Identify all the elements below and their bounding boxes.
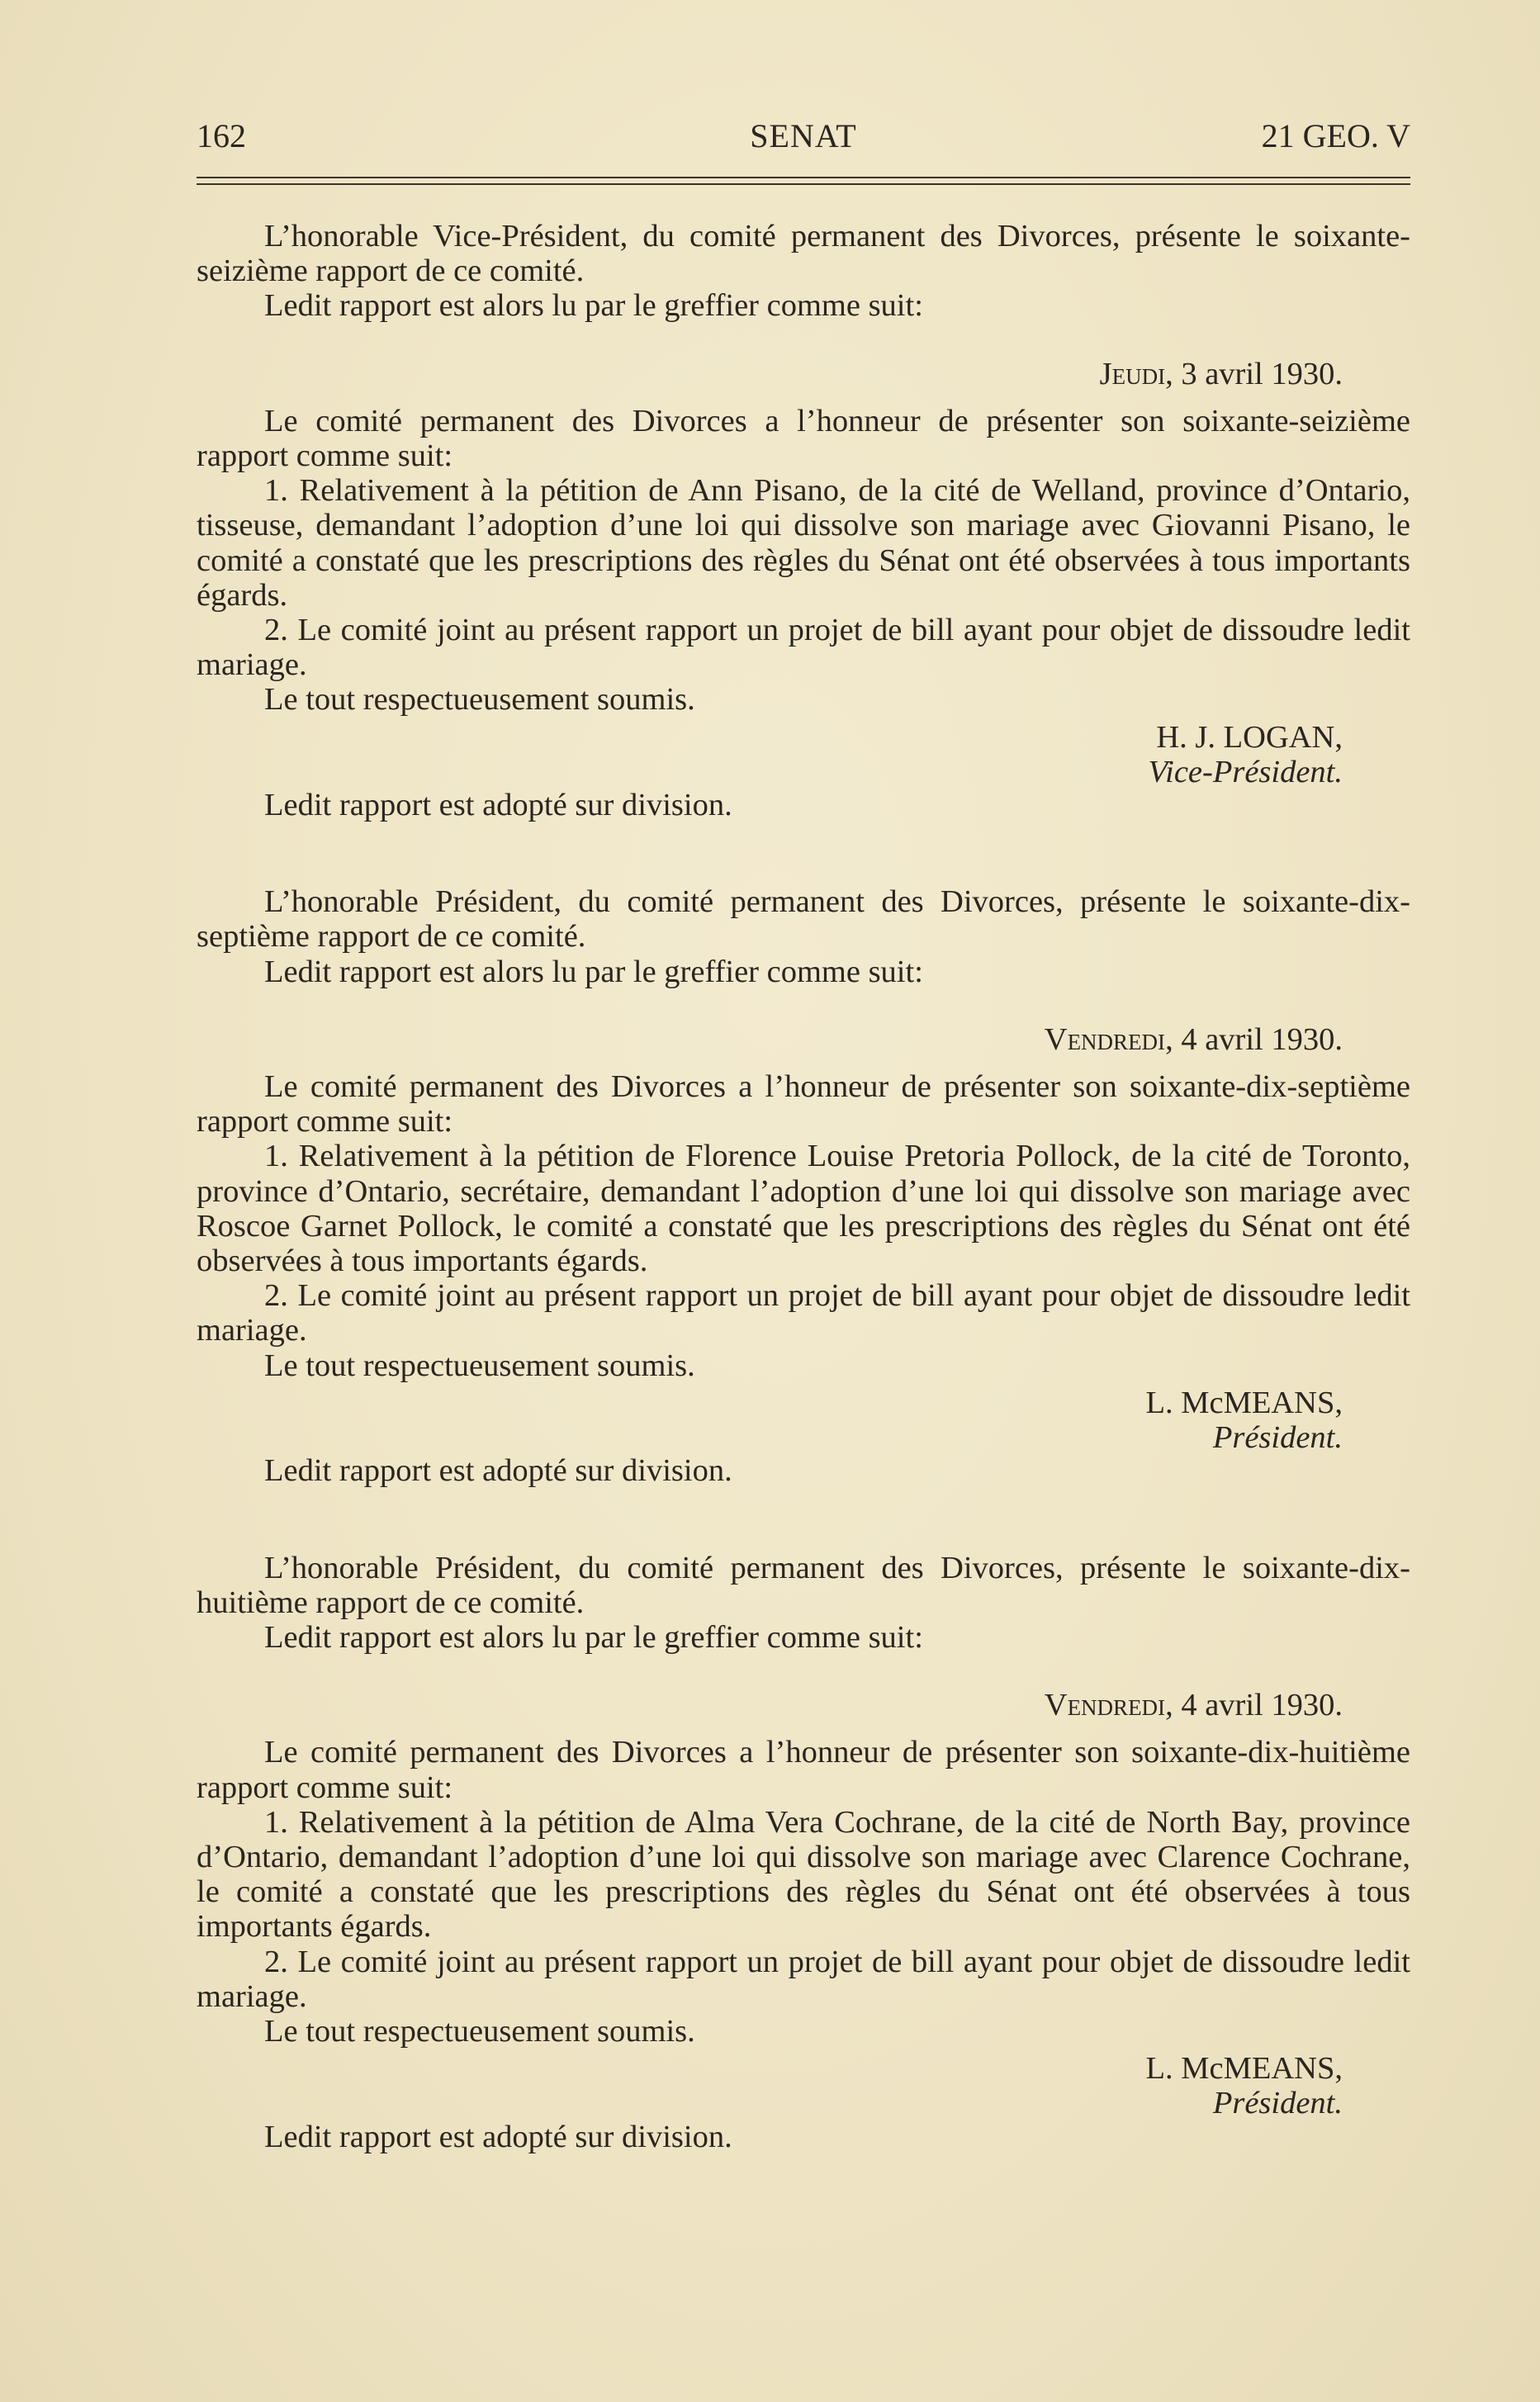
page-number: 162: [197, 117, 246, 154]
signatory-name: H. J. LOGAN,: [1156, 719, 1343, 755]
report-date: [197, 1688, 1410, 1722]
report-date: [197, 1022, 1410, 1057]
report-intro: L’honorable Président, du comité permanent des Divorces, présente le soixante-dix-septième rapport de ce comité.: [197, 884, 1410, 955]
report-preamble: Le comité permanent des Divorces a l’honneur de présenter son soixante-dix-huitième rapport comme suit:: [197, 1735, 1410, 1805]
report-read-line: Ledit rapport est alors lu par le greffier comme suit:: [264, 954, 923, 989]
signatory-name: L. McMEANS,: [1145, 1385, 1343, 1420]
report-adopted: Ledit rapport est adopté sur division.: [264, 2119, 732, 2154]
report-item-2: 2. Le comité joint au présent rapport un projet de bill ayant pour objet de dissoudre ledit mariage.: [197, 1278, 1410, 1348]
header-double-rule: [197, 177, 1410, 185]
report-item-2: 2. Le comité joint au présent rapport un projet de bill ayant pour objet de dissoudre ledit mariage.: [197, 613, 1410, 683]
report-preamble: Le comité permanent des Divorces a l’honneur de présenter son soixante-dix-septième rapport comme suit:: [197, 1069, 1410, 1139]
report-closing: Le tout respectueusement soumis.: [264, 1348, 695, 1383]
report-date-day: Vendredi: [1044, 1021, 1166, 1057]
header-title: SENAT: [750, 117, 857, 154]
report-date-rest: , 4 avril 1930.: [1165, 1688, 1343, 1723]
report-item-1: 1. Relativement à la pétition de Ann Pisano, de la cité de Welland, province d’Ontario, tisseuse, demandant l’adoption d’une loi qui dissolve son mariage avec Giovanni Pisano, le comité a constaté que les prescriptions des règles du Sénat ont été observées à tous importants égards.: [197, 473, 1410, 613]
report-section-77: [197, 884, 1410, 1488]
report-section-78: [197, 1551, 1410, 2154]
section-spacer: [197, 1489, 1410, 1551]
signatory-title: Président.: [1212, 1420, 1343, 1456]
report-date-day: Jeudi: [1099, 356, 1166, 391]
report-intro: L’honorable Vice-Président, du comité permanent des Divorces, présente le soixante-seizième rapport de ce comité.: [197, 219, 1410, 289]
report-item-2: 2. Le comité joint au présent rapport un projet de bill ayant pour objet de dissoudre ledit mariage.: [197, 1944, 1410, 2014]
report-date: [197, 357, 1410, 391]
report-read-line: Ledit rapport est alors lu par le greffier comme suit:: [264, 288, 923, 324]
report-closing: Le tout respectueusement soumis.: [264, 2013, 695, 2049]
report-section-76: [197, 219, 1410, 822]
report-adopted: Ledit rapport est adopté sur division.: [264, 1453, 732, 1489]
running-header: [197, 116, 1410, 157]
report-date-day: Vendredi: [1044, 1688, 1166, 1723]
report-preamble: Le comité permanent des Divorces a l’honneur de présenter son soixante-seizième rapport comme suit:: [197, 403, 1410, 474]
report-intro: L’honorable Président, du comité permanent des Divorces, présente le soixante-dix-huitième rapport de ce comité.: [197, 1550, 1410, 1620]
report-item-1: 1. Relativement à la pétition de Florence Louise Pretoria Pollock, de la cité de Toronto, province d’Ontario, secrétaire, demandant l’adoption d’une loi qui dissolve son mariage avec Roscoe Garnet Pollock, le comité a constaté que les prescriptions des règles du Sénat ont été observées à tous importants égards.: [197, 1139, 1410, 1279]
signatory-name: L. McMEANS,: [1145, 2051, 1343, 2087]
signatory-title: Vice-Président.: [1148, 754, 1343, 789]
signatory-title: Président.: [1212, 2086, 1343, 2121]
report-adopted: Ledit rapport est adopté sur division.: [264, 788, 732, 823]
report-date-rest: , 3 avril 1930.: [1165, 356, 1343, 391]
regnal-year: 21 GEO. V: [1261, 117, 1410, 154]
document-body: [197, 219, 1410, 2154]
report-read-line: Ledit rapport est alors lu par le greffier comme suit:: [264, 1619, 923, 1655]
report-closing: Le tout respectueusement soumis.: [264, 682, 695, 718]
report-date-rest: , 4 avril 1930.: [1165, 1021, 1343, 1057]
report-item-1: 1. Relativement à la pétition de Alma Vera Cochrane, de la cité de North Bay, province d’Ontario, demandant l’adoption d’une loi qui dissolve son mariage avec Clarence Cochrane, le comité a constaté que les prescriptions des règles du Sénat ont été observées à tous importants égards.: [197, 1804, 1410, 1945]
section-spacer: [197, 822, 1410, 884]
